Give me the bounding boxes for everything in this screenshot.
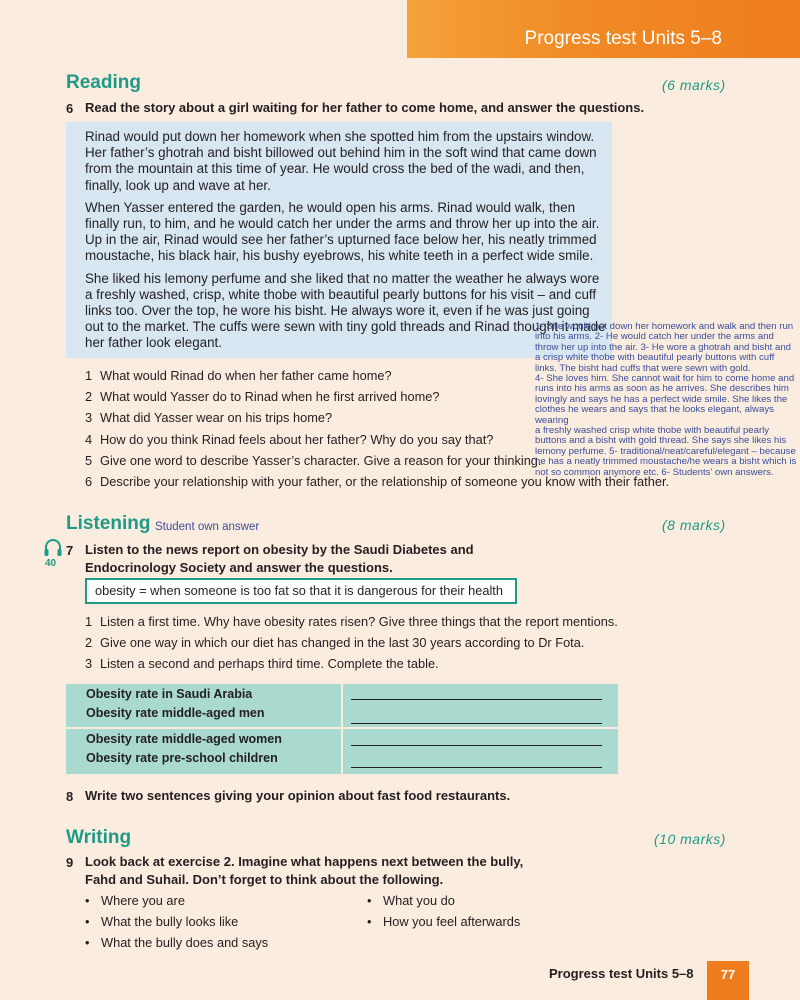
answer-line[interactable] (351, 706, 602, 724)
list-item: 3 What did Yasser wear on his trips home? (85, 410, 333, 426)
writing-heading: Writing (66, 827, 132, 848)
listening-questions-list (85, 611, 705, 675)
headphones-icon (43, 538, 63, 558)
question-8-number: 8 (66, 789, 74, 804)
story-box (66, 122, 612, 358)
list-item: 6 Describe your relationship with your father, or the relationship of someone you know with their father. (85, 474, 670, 490)
definition-box: obesity = when someone is too fat so that it is dangerous for their health (85, 578, 517, 604)
question-7-number: 7 (66, 543, 74, 558)
question-9-text: Look back at exercise 2. Imagine what happens next between the bully, Fahd and Suhail. Don’t forget to think about the following. (85, 854, 524, 887)
handwritten-answers: 1- She would put down her homework and walk and then run into his arms. 2- He would catch her under the arms and throw her up into the air. 3- He wore a ghotrah and bisht and a crisp white thobe with beautiful pearly buttons with cuff links. The bisht had cuffs that were sewn with gold. 4- She loves him. She cannot wait for him to come home and runs into his arms as soon as he arrives. She describes him lovingly and says he has a perfect wide smile. She likes the clothes he wears and says that he looks elegant, always wearing a freshly washed crisp white thobe with beautiful pearly buttons and a bisht with gold thread. She says she likes his lemony perfume. 5- traditional/neat/careful/elegant – because he has a neatly trimmed moustache/he wears a bisht which is not so common anymore etc. 6- Students’ own answers. (535, 321, 797, 478)
obesity-table: Obesity rate in Saudi Arabia Obesity rate middle-aged men Obesity rate middle-aged women Obesity rate pre-school children (66, 684, 618, 774)
header-banner (407, 0, 800, 58)
footer-label: Progress test Units 5–8 (549, 966, 694, 981)
answer-line[interactable] (351, 681, 602, 700)
list-item: • How you feel afterwards (367, 914, 521, 929)
table-divider (341, 684, 343, 774)
reading-heading: Reading (66, 72, 141, 93)
reading-marks: (6 marks) (662, 77, 726, 93)
list-item: • Where you are (85, 893, 185, 908)
answer-line[interactable] (351, 750, 602, 768)
list-item: 1 Listen a first time. Why have obesity rates risen? Give three things that the report mentions. (85, 614, 618, 629)
list-item: 2 Give one way in which our diet has changed in the last 30 years according to Dr Fota. (85, 635, 585, 651)
story-paragraph: Rinad would put down her homework when she spotted him from the upstairs window. Her father’s ghotrah and bisht billowed out behind him in the soft wind that came down from the mountain at this time of year. He would cross the bed of the wadi, and then, finally, look up and wave at her. (85, 129, 597, 193)
header-title: Progress test Units 5–8 (524, 28, 722, 49)
story-paragraph: When Yasser entered the garden, he would open his arms. Rinad would walk, then finally run, to him, and he would catch her under the arms and throw her up into the air. Up in the air, Rinad would see her father’s upturned face below her, his neatly trimmed moustache, his black hair, his bushy eyebrows, his white teeth in a perfect wide smile. (85, 199, 600, 264)
list-item: • What the bully does and says (85, 935, 269, 950)
answer-line[interactable] (351, 728, 602, 746)
list-item: 3 Listen a second and perhaps third time. Complete the table. (85, 656, 439, 672)
writing-marks: (10 marks) (654, 831, 726, 847)
student-answer-note: Student own answer (155, 521, 260, 533)
question-7-text: Listen to the news report on obesity by the Saudi Diabetes and Endocrinology Society and answer the questions. (85, 542, 474, 575)
list-item: 2 What would Yasser do to Rinad when he first arrived home? (85, 389, 440, 405)
question-8-text: Write two sentences giving your opinion about fast food restaurants. (85, 788, 511, 803)
list-item: 4 How do you think Rinad feels about her father? Why do you say that? (85, 431, 494, 447)
audio-track-number: 40 (45, 558, 57, 569)
list-item: • What the bully looks like (85, 914, 239, 929)
list-item: • What you do (367, 893, 455, 908)
question-9-number: 9 (66, 855, 74, 870)
question-6-text: Read the story about a girl waiting for her father to come home, and answer the questions. (85, 100, 645, 115)
question-6-number: 6 (66, 101, 74, 116)
page-number: 77 (707, 961, 749, 1000)
list-item: 5 Give one word to describe Yasser’s character. Give a reason for your thinking. (85, 452, 542, 468)
listening-heading: Listening (66, 513, 151, 534)
list-item: 1 What would Rinad do when her father came home? (85, 368, 392, 383)
listening-marks: (8 marks) (662, 517, 726, 533)
story-paragraph: She liked his lemony perfume and she liked that no matter the weather he always wore a freshly washed, crisp, white thobe with beautiful pearly buttons for his visit – and cuff links too. Over the top, he wore his bisht. He always wore it, even if he was just going out to the market. The cuffs were sewn with tiny gold threads and Rinad thought it made her father look elegant. (85, 270, 606, 351)
